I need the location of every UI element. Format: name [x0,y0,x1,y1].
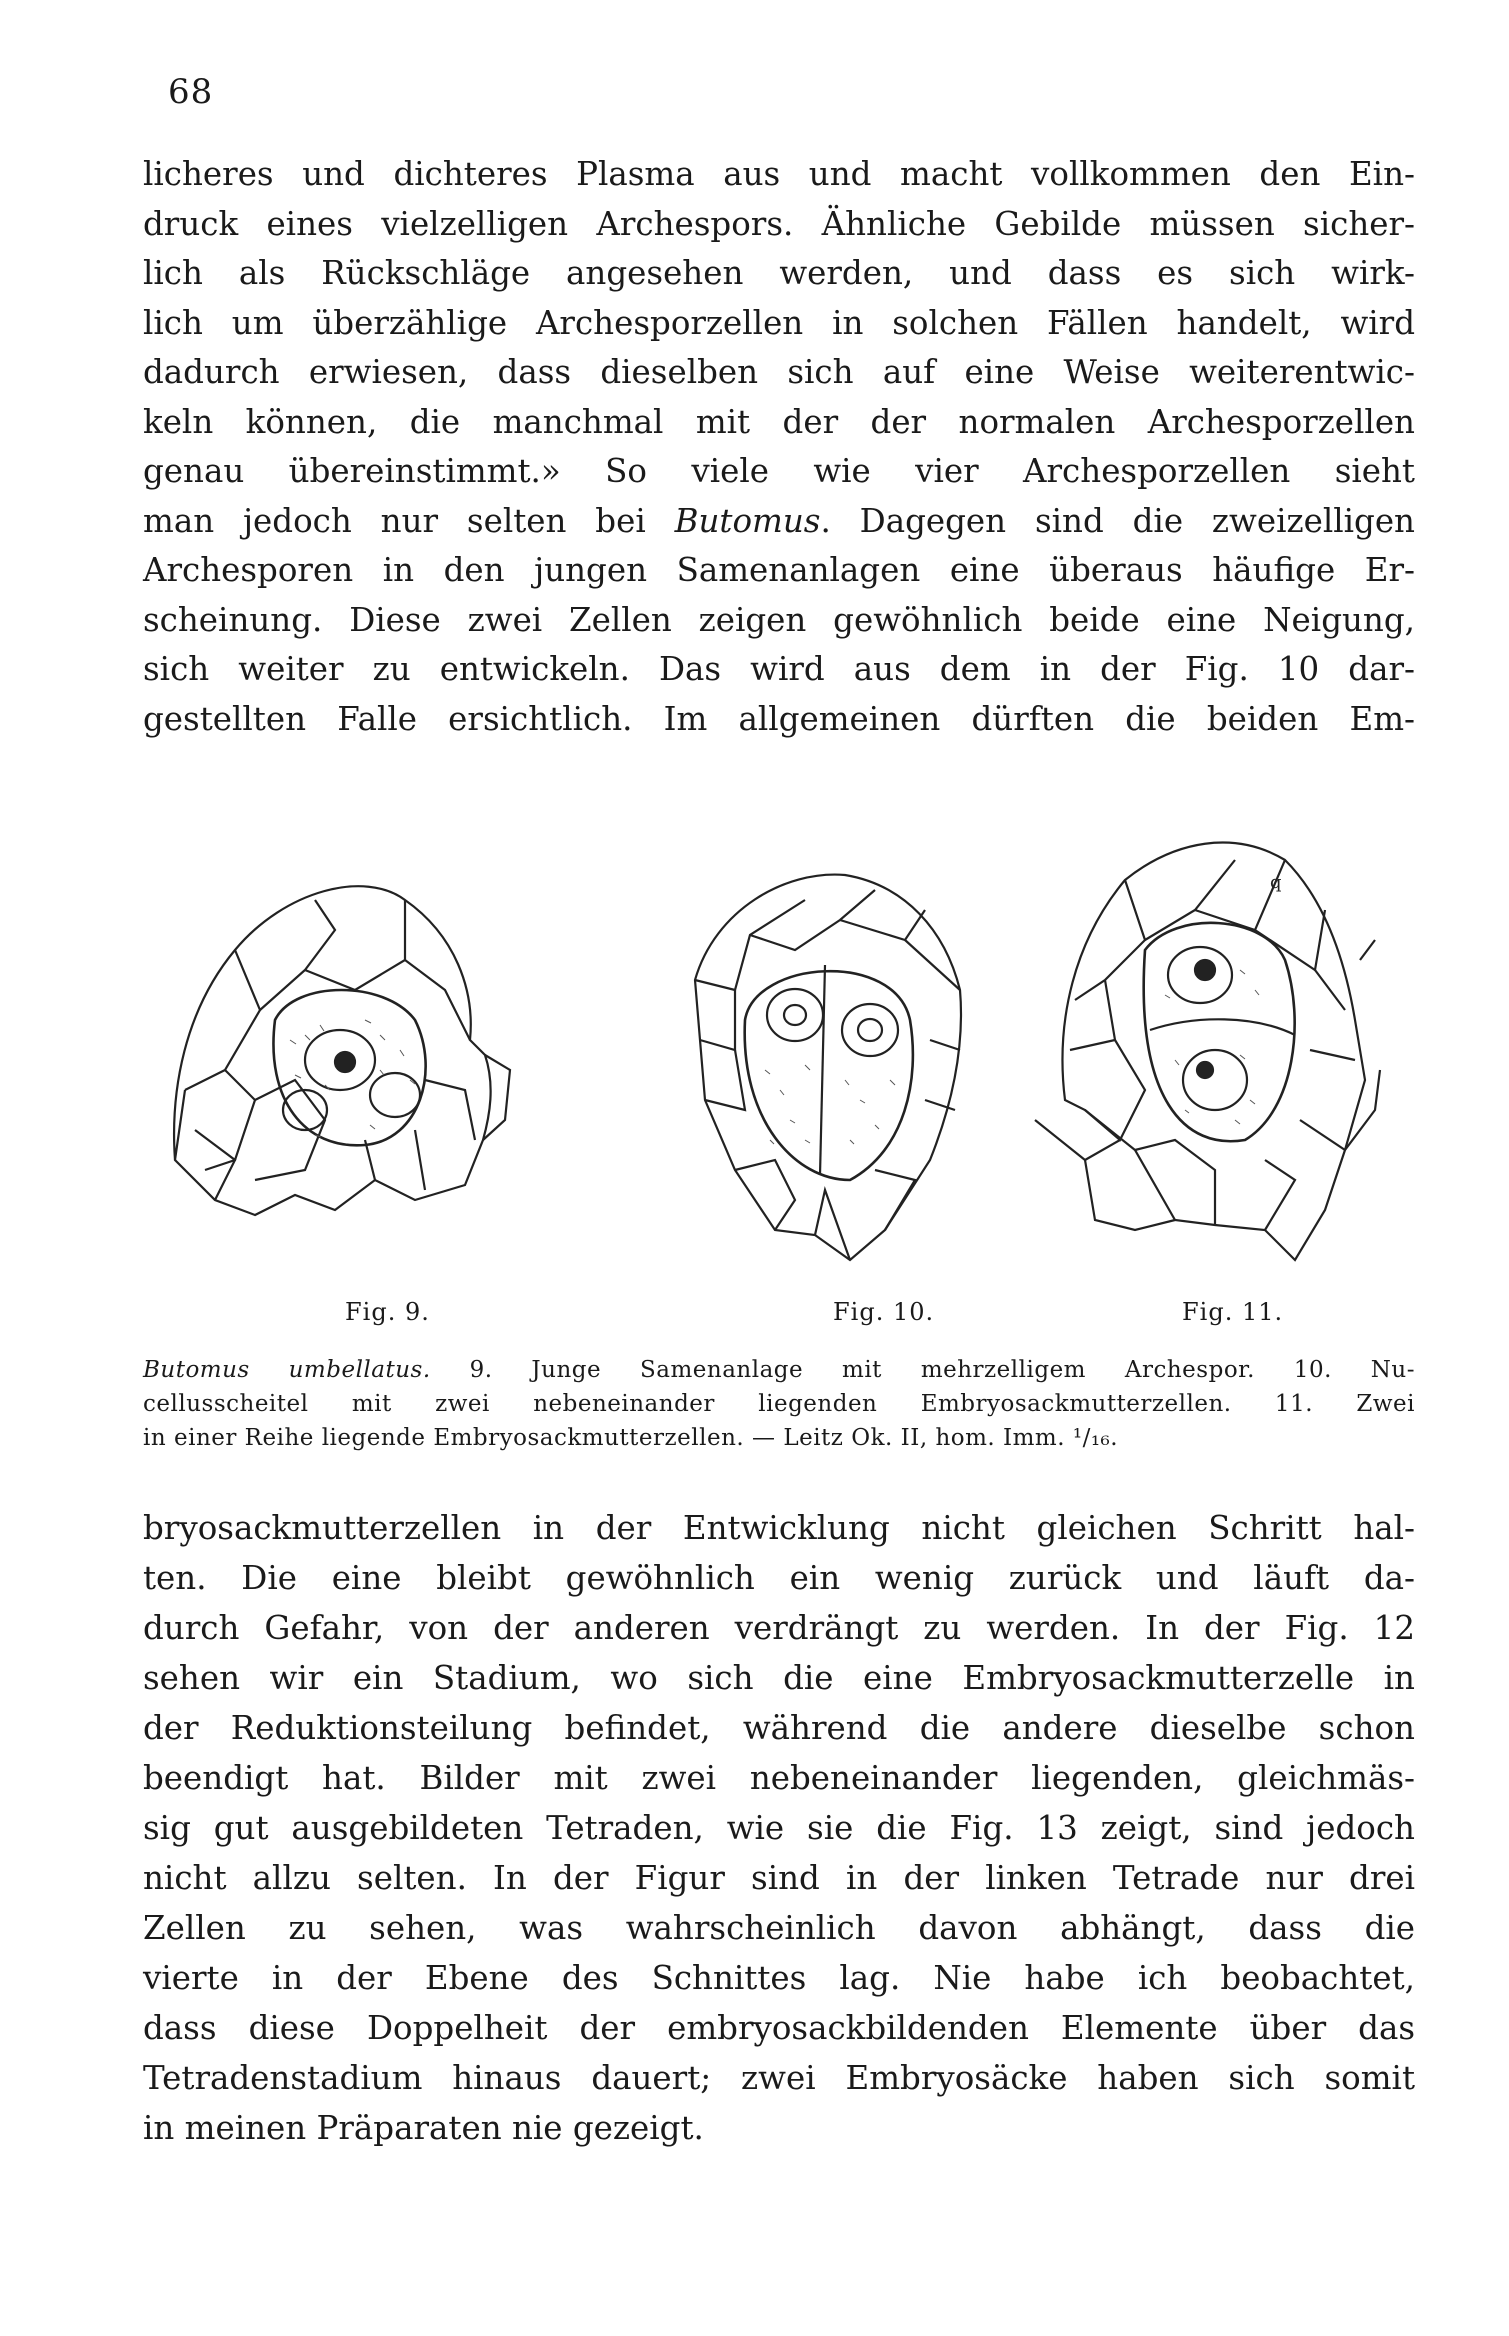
figure-caption [143,1353,1415,1455]
figure-10-label: Fig. 10. [833,1298,935,1326]
figure-11-drawing [1025,820,1405,1280]
caption-line [143,1353,1415,1387]
text-line: sig gut ausgebildeten Tetraden, wie sie die Fig. 13 zeigt, sind jedoch [143,1809,1415,1847]
caption-text: 9. Junge Samenanlage mit mehrzelligem Archespor. 10. Nu- [430,1357,1416,1383]
text-line: dadurch erwiesen, dass dieselben sich auf eine Weise weiterentwic- [143,353,1415,391]
text-line: dass diese Doppelheit der embryosackbildenden Elemente über das [143,2009,1415,2047]
text-line: ten. Die eine bleibt gewöhnlich ein wenig zurück und läuft da- [143,1559,1415,1597]
text-line: gestellten Falle ersichtlich. Im allgemeinen dürften die beiden Em- [143,699,1415,738]
caption-line: cellusscheitel mit zwei nebeneinander liegenden Embryosackmutterzellen. 11. Zwei [143,1391,1415,1417]
text-line: scheinung. Diese zwei Zellen zeigen gewöhnlich beide eine Neigung, [143,600,1415,639]
text-line-with-genus: man jedoch nur selten bei Butomus. Dagegen sind die zweizelligen [143,501,1415,540]
genus-name: Butomus [674,501,821,540]
text-line: licheres und dichteres Plasma aus und macht vollkommen den Ein- [143,155,1415,193]
figure-10-drawing [675,840,975,1280]
figure-9-drawing [165,840,525,1280]
text-line: beendigt hat. Bilder mit zwei nebeneinander liegenden, gleichmäs- [143,1759,1415,1797]
text-line: Archesporen in den jungen Samenanlagen eine überaus häufige Er- [143,551,1415,589]
text-line: nicht allzu selten. In der Figur sind in der linken Tetrade nur drei [143,1859,1415,1897]
caption-line: in einer Reihe liegende Embryosackmutterzellen. — Leitz Ok. II, hom. Imm. ¹/₁₆. [143,1425,1119,1451]
figure-plate [140,800,1430,1280]
figure-9-label: Fig. 9. [345,1298,430,1326]
paragraph-top [143,150,1415,744]
text-line: keln können, die manchmal mit der der normalen Archesporzellen [143,402,1415,441]
page-number: 68 [168,72,214,112]
paragraph-bottom [143,1503,1415,2153]
text-line: lich als Rückschläge angesehen werden, und dass es sich wirk- [143,254,1415,292]
text-line: Tetradenstadium hinaus dauert; zwei Embryosäcke haben sich somit [143,2059,1415,2097]
text-line: durch Gefahr, von der anderen verdrängt zu werden. In der Fig. 12 [143,1609,1415,1647]
figure-11-label: Fig. 11. [1182,1298,1284,1326]
text-line: druck eines vielzelligen Archespors. Ähnliche Gebilde müssen sicher- [143,204,1415,243]
text-line: sich weiter zu entwickeln. Das wird aus dem in der Fig. 10 dar- [143,650,1415,688]
figure-11-annotation: q [1270,872,1282,893]
text-line: in meinen Präparaten nie gezeigt. [143,2109,704,2147]
text-line: bryosackmutterzellen in der Entwicklung nicht gleichen Schritt hal- [143,1509,1415,1547]
text-line: sehen wir ein Stadium, wo sich die eine Embryosackmutterzelle in [143,1659,1415,1697]
text-line: lich um überzählige Archesporzellen in solchen Fällen handelt, wird [143,303,1415,342]
text-line: genau übereinstimmt.» So viele wie vier Archesporzellen sieht [143,452,1415,490]
text-line: der Reduktionsteilung befindet, während die andere dieselbe schon [143,1709,1415,1747]
text-line: vierte in der Ebene des Schnittes lag. Nie habe ich beobachtet, [143,1959,1415,1997]
text-line: Zellen zu sehen, was wahrscheinlich davon abhängt, dass die [143,1909,1415,1947]
caption-species: Butomus umbellatus. [143,1357,431,1383]
